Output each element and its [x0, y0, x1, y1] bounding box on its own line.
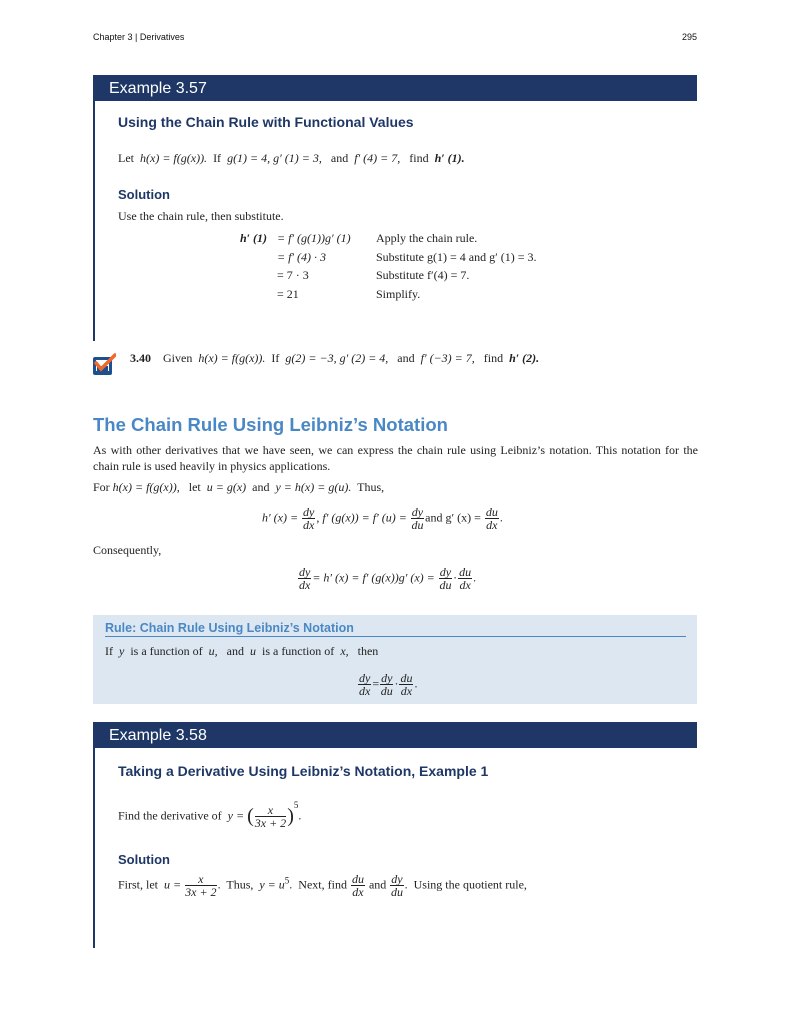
math-text: First, let [118, 877, 159, 892]
math-text: , f′ (g(x)) = f′ (u) = [316, 510, 407, 525]
example-label: Example 3.58 [109, 727, 207, 744]
consequently-text: Consequently, [93, 543, 162, 557]
math-text: y = u [259, 877, 285, 892]
math-text: and [252, 480, 270, 494]
math-text: dy [303, 505, 315, 519]
fraction [298, 566, 311, 591]
math-text: dx [299, 578, 311, 592]
math-text: · [394, 676, 399, 691]
step-row [240, 266, 580, 285]
math-text: x [185, 873, 216, 886]
math-text: du [351, 872, 364, 886]
math-text: is a function of [130, 644, 203, 658]
math-text: h′ (1) [240, 231, 268, 245]
math-text: h(x) = f(g(x)). [140, 151, 208, 165]
math-text: u = g(x) [206, 480, 247, 494]
fraction [485, 506, 499, 531]
math-text: Using the quotient rule, [413, 877, 527, 892]
math-text: du [439, 578, 452, 592]
math-text: g(2) = −3, g′ (2) = 4, [285, 351, 389, 365]
math-text: dy [359, 671, 371, 685]
math-text: If [105, 644, 113, 658]
equation-leibniz-parts: h′ (x) = $\frac{dy}{dx}$ , f′ (g(x)) = f′ (u) = $\frac{dy}{du}$ and g′ (x) = $\frac{du}{dx}$ . [262, 505, 503, 532]
math-text: = 7 · 3 [277, 268, 309, 282]
math-text: · [453, 570, 458, 585]
math-text: u [249, 644, 256, 658]
math-text: du [411, 518, 424, 532]
for-line [93, 480, 384, 495]
math-text: du [459, 565, 472, 579]
math-text: g(1) = 4, g′ (1) = 3, [227, 151, 322, 165]
math-text: If [213, 151, 222, 165]
math-text: h(x) = f(g(x)), [112, 480, 180, 494]
fraction [351, 873, 365, 898]
math-text: x, [340, 644, 349, 658]
fraction [302, 506, 315, 531]
math-text: dy [411, 505, 424, 519]
math-text: dx [486, 518, 498, 532]
math-text: Next, find [298, 877, 347, 892]
rule-title: Rule: Chain Rule Using Leibniz’s Notation [105, 621, 354, 635]
solution-intro: Use the chain rule, then substitute. [118, 209, 284, 223]
math-text: dx [352, 885, 364, 899]
fraction [185, 873, 216, 898]
example-title: Taking a Derivative Using Leibniz’s Notation, Example 1 [118, 763, 489, 779]
fraction [255, 804, 286, 829]
math-text: y [119, 644, 125, 658]
math-text: find [409, 151, 429, 165]
math-text: dx [359, 684, 371, 698]
math-text: Given [163, 351, 193, 365]
fraction [458, 566, 472, 591]
fraction [380, 672, 393, 697]
math-text: and [330, 151, 349, 165]
example-label: Example 3.57 [109, 80, 207, 97]
fraction [358, 672, 371, 697]
math-text: 5 [293, 800, 299, 811]
page-number: 295 [681, 32, 697, 42]
math-text: dy [391, 872, 403, 886]
math-text: If [271, 351, 280, 365]
step-row [240, 229, 580, 248]
math-text: Substitute f′(4) = 7. [376, 268, 470, 282]
example-title: Using the Chain Rule with Functional Values [118, 114, 414, 130]
math-text: du [485, 505, 498, 519]
math-text: dx [303, 518, 315, 532]
solution-heading: Solution [118, 852, 170, 867]
rule-statement [105, 644, 378, 659]
math-text: y = h(x) = g(u). [275, 480, 352, 494]
math-text: 3x + 2 [185, 885, 217, 899]
step-row [240, 248, 580, 267]
math-text: = f′ (g(1))g′ (1) [277, 231, 351, 245]
math-text: is a function of [261, 644, 335, 658]
math-text: dy [439, 565, 452, 579]
math-text: Let [118, 151, 134, 165]
math-text: = 21 [277, 286, 299, 301]
math-text: Thus, [357, 480, 385, 494]
math-text: h(x) = f(g(x)). [198, 351, 266, 365]
math-text: Find the derivative of [118, 808, 222, 823]
math-text: u, [208, 644, 218, 658]
math-text: = f′ (4) · 3 [277, 249, 327, 264]
math-text: Substitute g(1) = 4 and g′ (1) = 3. [376, 249, 537, 264]
example-border [93, 748, 95, 948]
rule-box [93, 615, 697, 704]
math-text: h′ (2). [509, 351, 540, 365]
math-text: and g′ (x) = [425, 510, 481, 525]
solution-heading: Solution [118, 187, 170, 202]
solution-steps [240, 229, 580, 303]
math-text: 5 [284, 875, 290, 886]
example-banner [93, 722, 697, 748]
math-text: and [226, 644, 244, 658]
math-text: and [397, 351, 415, 365]
math-text: find [483, 351, 504, 365]
math-text: For [93, 480, 110, 494]
exercise-3-40 [130, 351, 539, 366]
math-text: let [188, 480, 201, 494]
section-heading: The Chain Rule Using Leibniz’s Notation [93, 414, 448, 435]
math-text: 3.40 [130, 351, 151, 365]
math-text: dy [299, 565, 311, 579]
math-text: dx [459, 578, 471, 592]
math-text: dy [381, 671, 393, 685]
example-border [93, 101, 95, 341]
equation-chain-rule: $\frac{dy}{dx}$ = h′ (x) = f′ (g(x))g′ (x) = $\frac{dy}{du}$ · $\frac{du}{dx}$ . [299, 565, 477, 592]
chapter-header: Chapter 3 | Derivatives [93, 32, 185, 42]
math-text: and [368, 877, 387, 892]
example-problem [118, 151, 465, 166]
math-text: du [390, 885, 403, 899]
math-text: = [372, 676, 380, 691]
math-text: Simplify. [376, 286, 421, 301]
math-text: Apply the chain rule. [376, 231, 478, 245]
fraction [390, 873, 403, 898]
math-text: u = [164, 877, 182, 892]
math-text: f′ (−3) = 7, [420, 351, 475, 365]
example-banner [93, 75, 697, 101]
math-text: = h′ (x) = f′ (g(x))g′ (x) = [312, 570, 435, 585]
math-text: dx [400, 684, 413, 698]
math-text: f′ (4) = 7, [354, 151, 401, 165]
example-problem: Find the derivative of y = ( $\frac{x}{3x + 2}$ )$^5$. [118, 800, 302, 830]
fraction [411, 506, 424, 531]
math-text: h′ (x) = [262, 510, 299, 525]
math-text: Thus, [226, 877, 254, 892]
math-text: x [255, 804, 286, 817]
section-paragraph: As with other derivatives that we have seen, we can express the chain rule using Leibniz’s notation. This notation for the chain rule is used heavily in physics applications. [93, 443, 698, 473]
rule-divider [105, 636, 686, 637]
math-text: du [380, 684, 393, 698]
fraction [439, 566, 452, 591]
rule-equation: $\frac{dy}{dx}$ = $\frac{dy}{du}$ · $\frac{du}{dx}$ . [359, 671, 418, 698]
math-text: then [357, 644, 379, 658]
math-text: 3x + 2 [254, 816, 287, 830]
solution-text: First, let u = $\frac{x}{3x + 2}$ . Thus, $y = u^5$. Next, find $\frac{du}{dx}$ and $\frac{dy}{du}$ . Using the quotient rule, [118, 872, 527, 899]
step-row [240, 285, 580, 304]
math-text: y = [227, 808, 245, 823]
fraction [399, 672, 413, 697]
math-text: du [400, 671, 413, 685]
checkbox-icon [92, 352, 116, 380]
math-text: h′ (1). [434, 151, 465, 165]
